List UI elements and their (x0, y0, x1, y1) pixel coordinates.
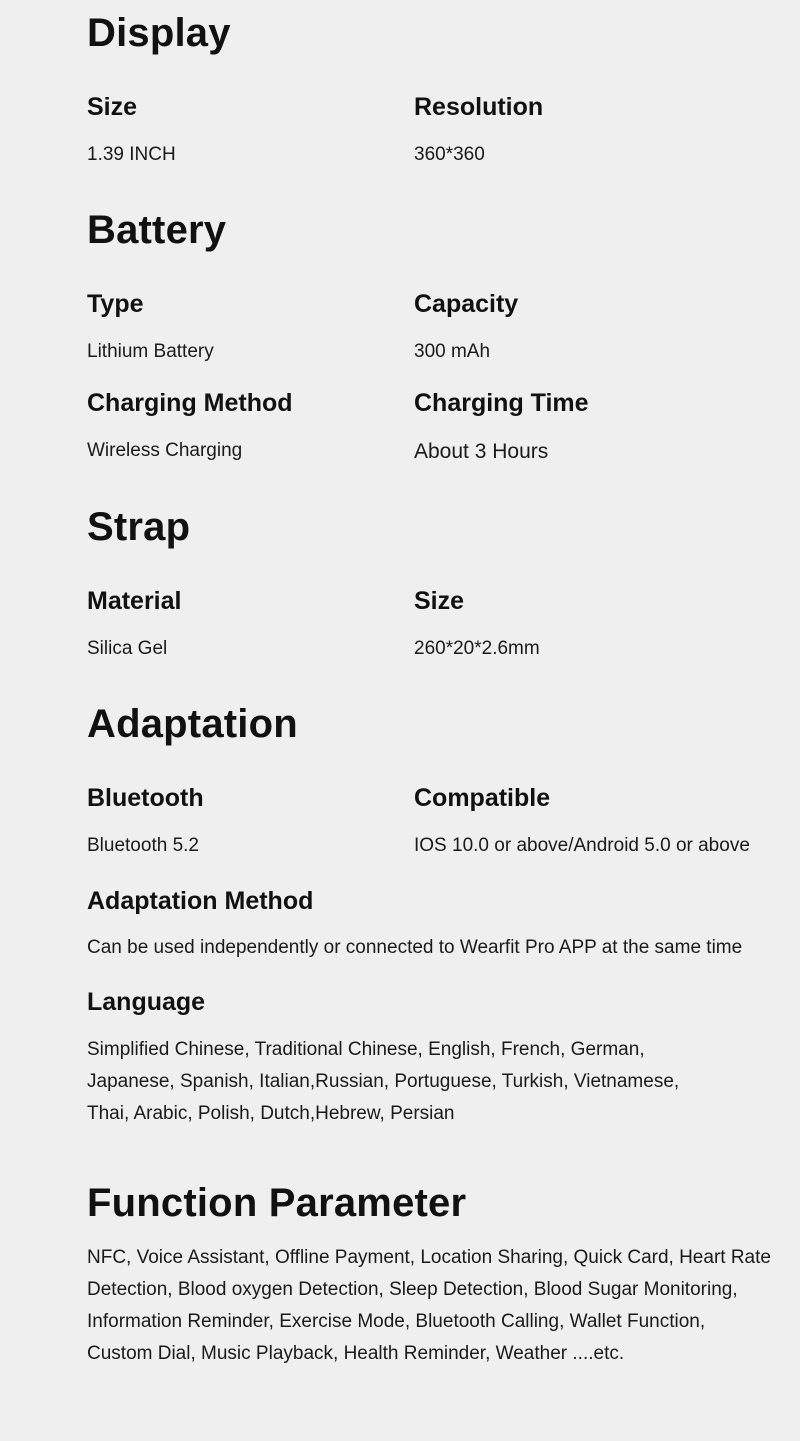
battery-capacity-label: Capacity (414, 290, 519, 318)
adaptation-bluetooth-label: Bluetooth (87, 784, 204, 812)
battery-section-title: Battery (87, 208, 227, 252)
strap-size-value: 260*20*2.6mm (414, 638, 540, 659)
adaptation-language-label: Language (87, 988, 206, 1016)
battery-charging-method-value: Wireless Charging (87, 440, 243, 461)
language-line: Japanese, Spanish, Italian,Russian, Portuguese, Turkish, Vietnamese, (87, 1071, 680, 1092)
battery-type-value: Lithium Battery (87, 341, 214, 362)
strap-material-value: Silica Gel (87, 638, 168, 659)
battery-charging-method-label: Charging Method (87, 389, 293, 417)
function-parameter-list (87, 1242, 787, 1370)
adaptation-bluetooth-value: Bluetooth 5.2 (87, 835, 199, 856)
strap-size-label: Size (414, 587, 465, 615)
display-size-value: 1.39 INCH (87, 144, 176, 165)
adaptation-method-label: Adaptation Method (87, 887, 314, 915)
display-section-title: Display (87, 11, 231, 55)
strap-section-title: Strap (87, 505, 191, 549)
battery-charging-time-label: Charging Time (414, 389, 589, 417)
adaptation-compatible-value: IOS 10.0 or above/Android 5.0 or above (414, 835, 750, 856)
function-line: NFC, Voice Assistant, Offline Payment, Location Sharing, Quick Card, Heart Rate (87, 1247, 771, 1268)
display-resolution-value: 360*360 (414, 144, 485, 165)
adaptation-compatible-label: Compatible (414, 784, 551, 812)
function-line: Information Reminder, Exercise Mode, Bluetooth Calling, Wallet Function, (87, 1311, 706, 1332)
function-parameter-section-title: Function Parameter (87, 1181, 467, 1225)
language-line: Simplified Chinese, Traditional Chinese, English, French, German, (87, 1039, 645, 1060)
battery-capacity-value: 300 mAh (414, 341, 491, 362)
display-resolution-label: Resolution (414, 93, 544, 121)
strap-material-label: Material (87, 587, 182, 615)
adaptation-language-list (87, 1034, 777, 1130)
language-line: Thai, Arabic, Polish, Dutch,Hebrew, Persian (87, 1103, 455, 1124)
function-line: Detection, Blood oxygen Detection, Sleep Detection, Blood Sugar Monitoring, (87, 1279, 738, 1300)
adaptation-section-title: Adaptation (87, 702, 298, 746)
adaptation-method-value: Can be used independently or connected to Wearfit Pro APP at the same time (87, 937, 743, 958)
function-line: Custom Dial, Music Playback, Health Reminder, Weather ....etc. (87, 1343, 625, 1364)
display-size-label: Size (87, 93, 138, 121)
battery-charging-time-value: About 3 Hours (414, 440, 549, 463)
battery-type-label: Type (87, 290, 144, 318)
